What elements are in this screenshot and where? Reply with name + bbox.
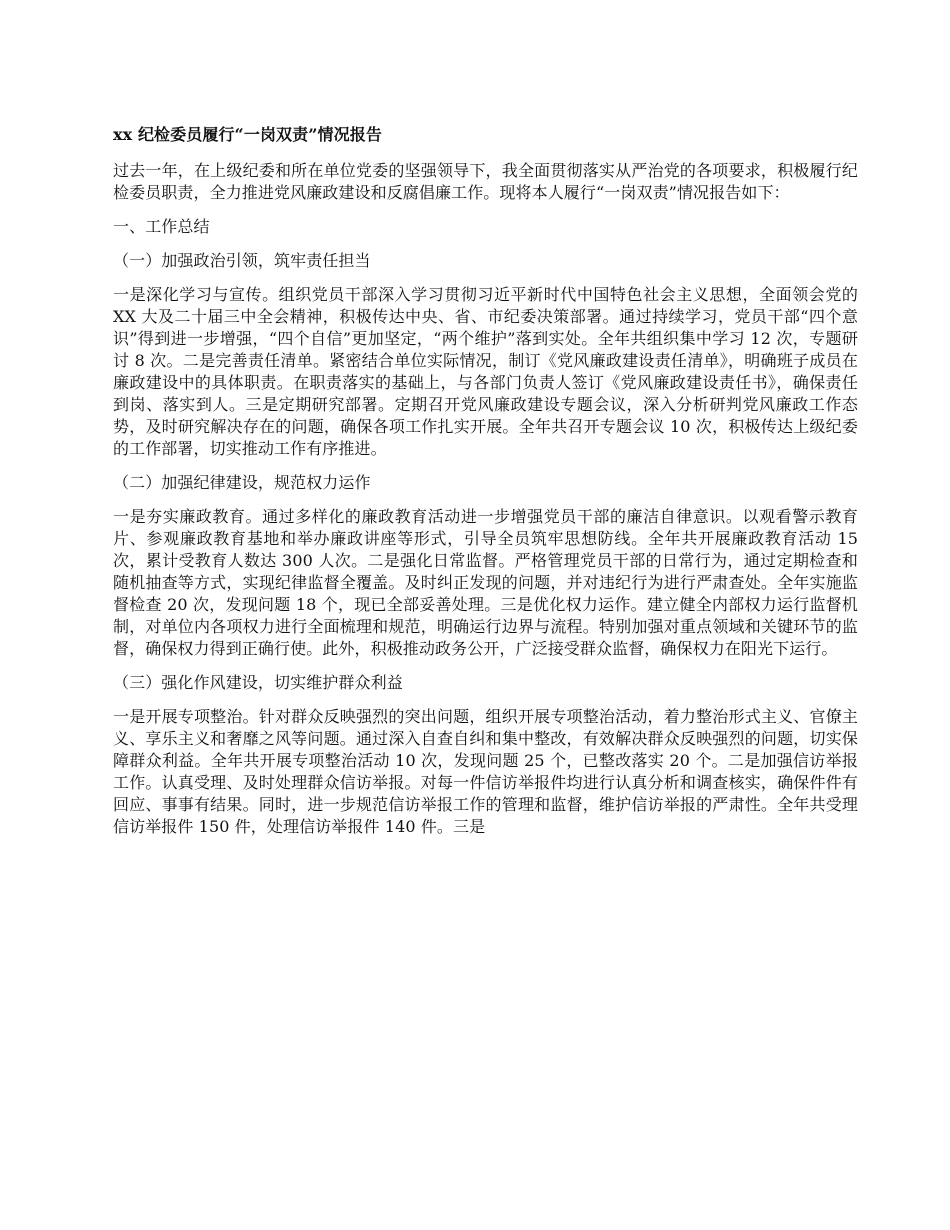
document-page	[113, 124, 858, 850]
subsection-heading-political-guidance: （一）加强政治引领，筑牢责任担当	[113, 251, 371, 270]
section-heading-work-summary: 一、工作总结	[113, 217, 210, 236]
intro-paragraph: 过去一年，在上级纪委和所在单位党委的坚强领导下，我全面贯彻落实从严治党的各项要求，积极履行纪检委员职责，全力推进党风廉政建设和反腐倡廉工作。现将本人履行“一岗双责”情况报告如下：	[113, 161, 858, 202]
subsection-heading-discipline: （二）加强纪律建设，规范权力运作	[113, 473, 371, 492]
document-title: xx 纪检委员履行“一岗双责”情况报告	[113, 125, 382, 144]
subsection-body-discipline: 一是夯实廉政教育。通过多样化的廉政教育活动进一步增强党员干部的廉洁自律意识。以观看警示教育片、参观廉政教育基地和举办廉政讲座等形式，引导全员筑牢思想防线。全年共开展廉政教育活动 15 次，累计受教育人数达 300 人次。二是强化日常监督。严格管理党员干部的日常行为，通过定期检查和随机抽查等方式，实现纪律监督全覆盖。及时纠正发现的问题，并对违纪行为进行严肃查处。全年实施监督检查 20 次，发现问题 18 个，现已全部妥善处理。三是优化权力运作。建立健全内部权力运行监督机制，对单位内各项权力进行全面梳理和规范，明确运行边界与流程。特别加强对重点领域和关键环节的监督，确保权力得到正确行使。此外，积极推动政务公开，广泛接受群众监督，确保权力在阳光下运行。	[113, 507, 858, 658]
subsection-body-political-guidance: 一是深化学习与宣传。组织党员干部深入学习贯彻习近平新时代中国特色社会主义思想，全面领会党的 XX 大及二十届三中全会精神，积极传达中央、省、市纪委决策部署。通过持续学习，党员干部“四个意识”得到进一步增强，“四个自信”更加坚定，“两个维护”落到实处。全年共组织集中学习 12 次，专题研讨 8 次。二是完善责任清单。紧密结合单位实际情况，制订《党风廉政建设责任清单》，明确班子成员在廉政建设中的具体职责。在职责落实的基础上，与各部门负责人签订《党风廉政建设责任书》，确保责任到岗、落实到人。三是定期研究部署。定期召开党风廉政建设专题会议，深入分析研判党风廉政工作态势，及时研究解决存在的问题，确保各项工作扎实开展。全年共召开专题会议 10 次，积极传达上级纪委的工作部署，切实推动工作有序推进。	[113, 285, 858, 458]
subsection-heading-work-style: （三）强化作风建设，切实维护群众利益	[113, 673, 403, 692]
subsection-body-work-style: 一是开展专项整治。针对群众反映强烈的突出问题，组织开展专项整治活动，着力整治形式主义、官僚主义、享乐主义和奢靡之风等问题。通过深入自查自纠和集中整改，有效解决群众反映强烈的问题，切实保障群众利益。全年共开展专项整治活动 10 次，发现问题 25 个，已整改落实 20 个。二是加强信访举报工作。认真受理、及时处理群众信访举报。对每一件信访举报件均进行认真分析和调查核实，确保件件有回应、事事有结果。同时，进一步规范信访举报工作的管理和监督，维护信访举报的严肃性。全年共受理信访举报件 150 件，处理信访举报件 140 件。三是	[113, 707, 858, 836]
